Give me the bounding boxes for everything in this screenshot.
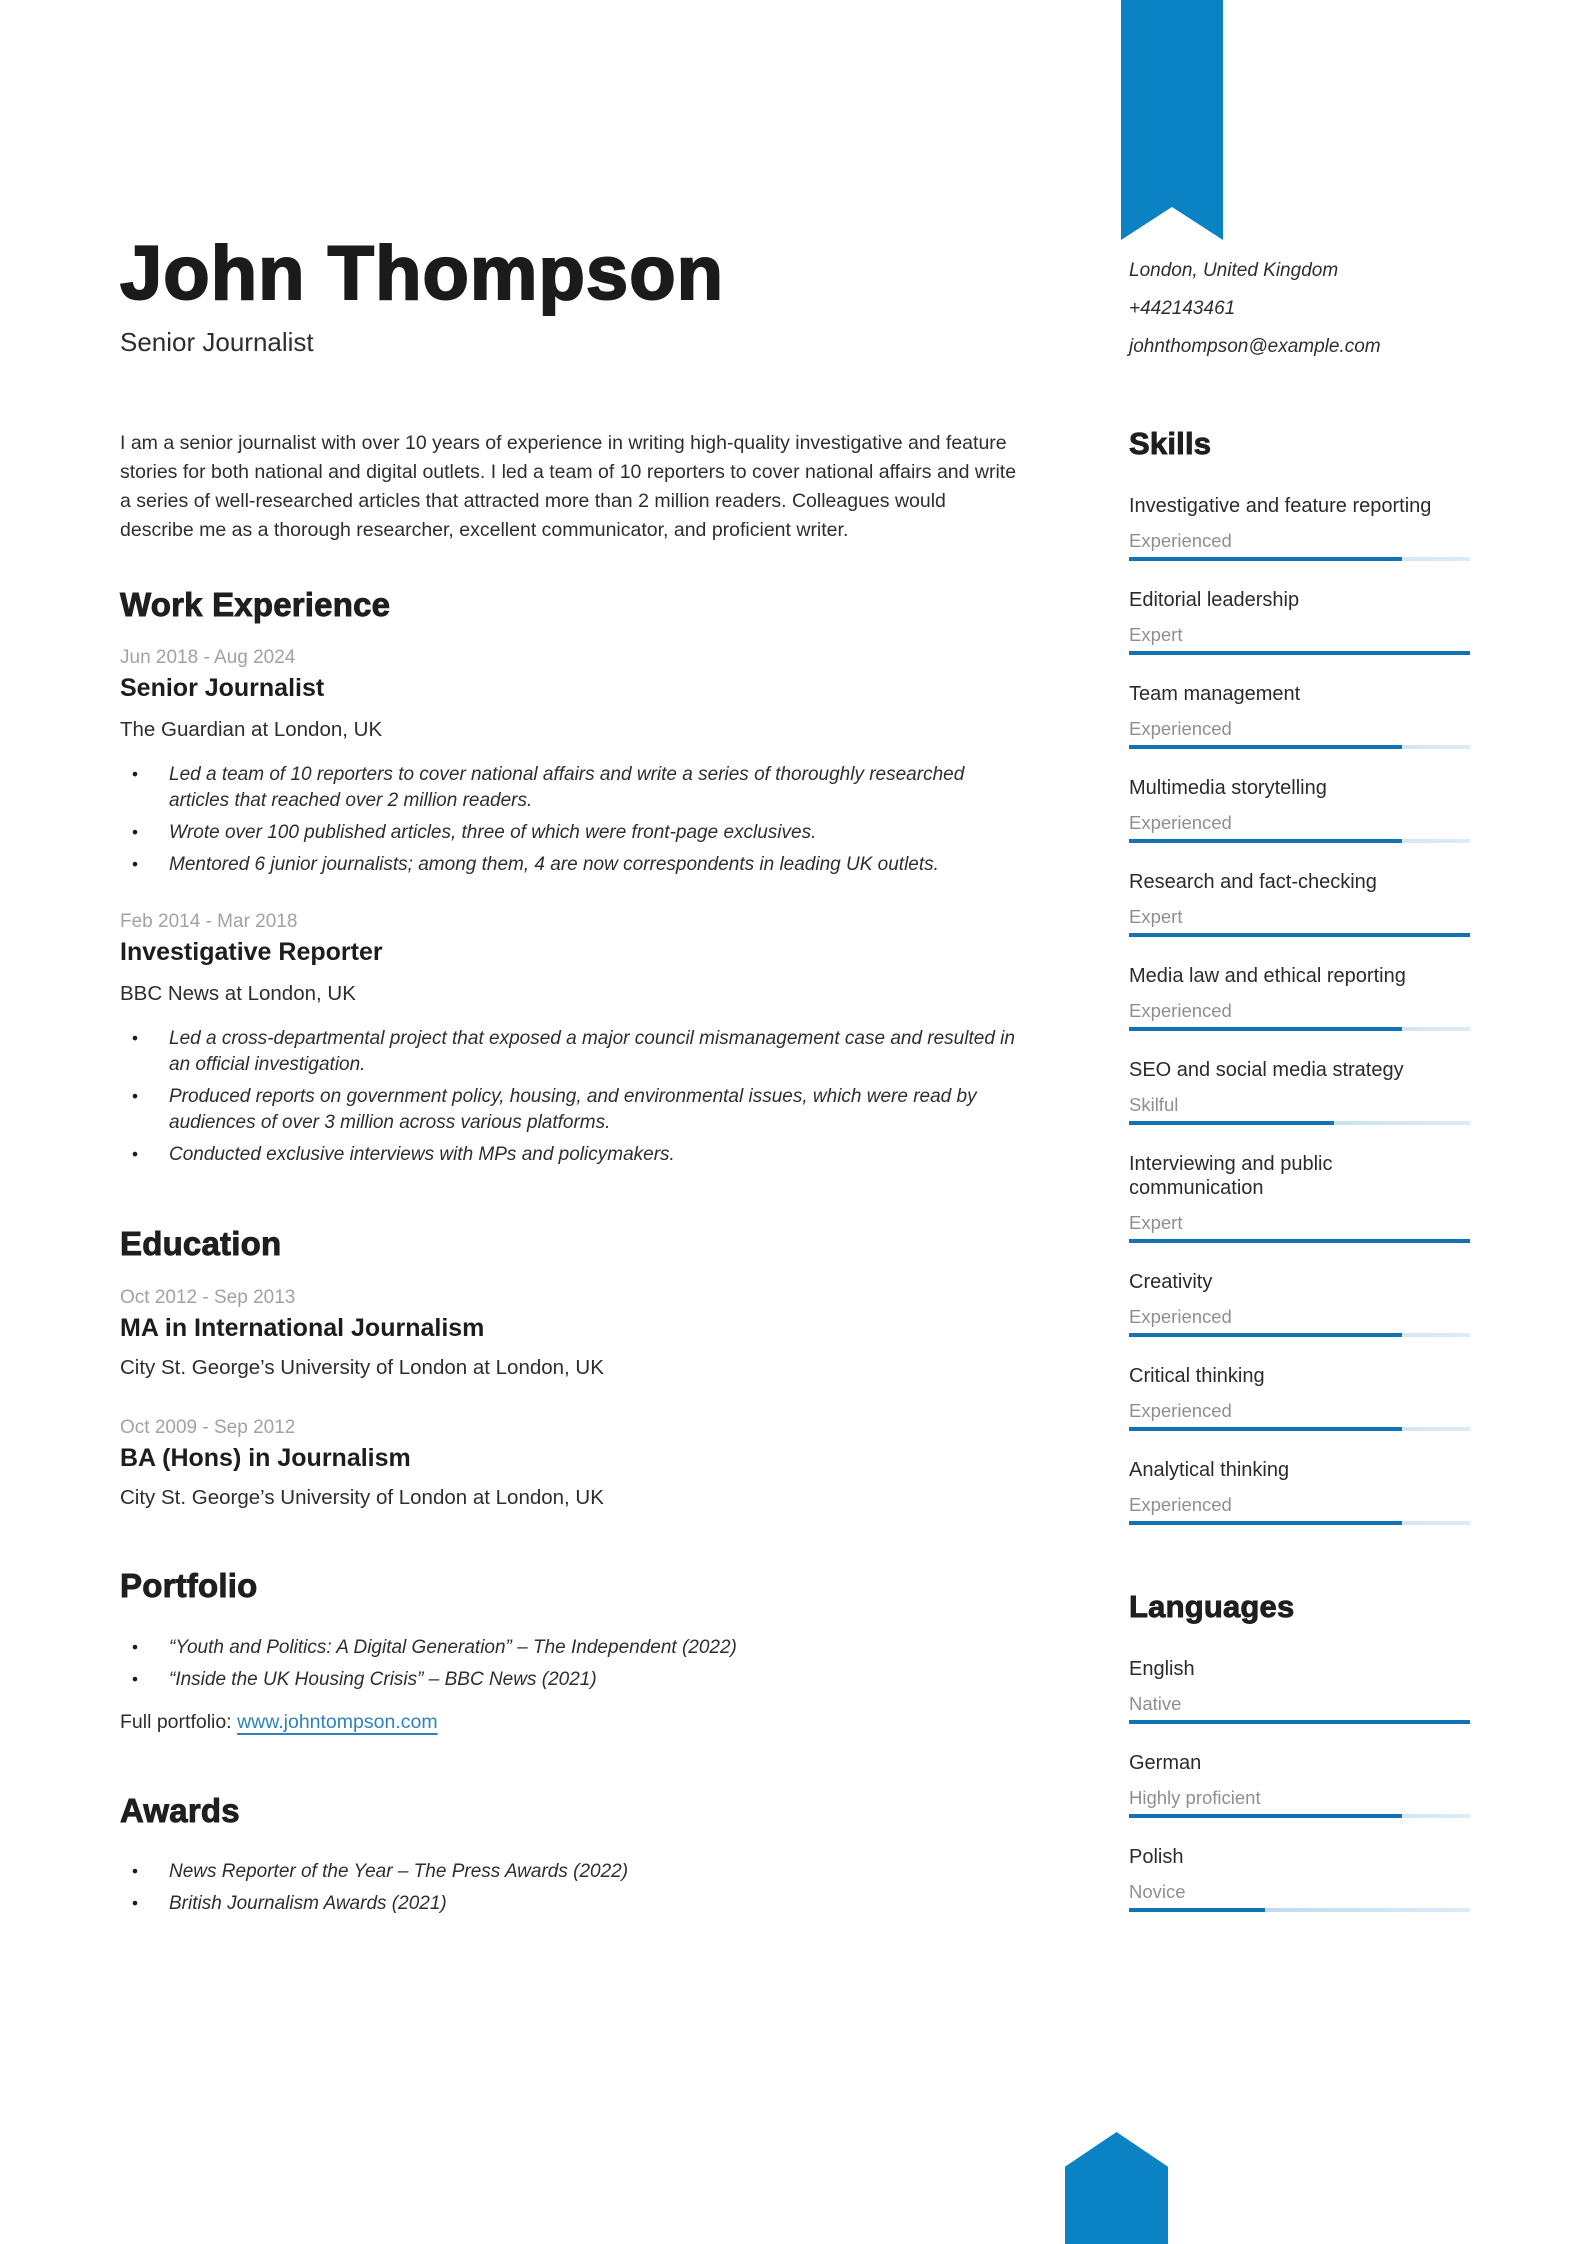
skill-item: [1129, 588, 1470, 655]
skill-progress-fill: [1129, 1427, 1402, 1431]
skill-level: Experienced: [1129, 1494, 1232, 1515]
skill-level: Experienced: [1129, 1306, 1232, 1327]
skill-progress-bar: [1129, 1121, 1470, 1125]
skill-level: Expert: [1129, 1212, 1183, 1233]
person-title: Senior Journalist: [120, 327, 314, 357]
skill-level: Experienced: [1129, 530, 1232, 551]
education-dates: Oct 2012 - Sep 2013: [120, 1286, 296, 1308]
portfolio-link[interactable]: www.johntompson.com: [237, 1711, 438, 1734]
bullet-item: • Led a team of 10 reporters to cover national affairs and write a series of thoroughly researched articles that reached over 2 million readers.: [120, 762, 1020, 814]
skill-progress-fill: [1129, 651, 1470, 655]
job-title: Investigative Reporter: [120, 938, 383, 967]
portfolio-list: [120, 1635, 1020, 1693]
skill-item: [1129, 964, 1470, 1031]
skill-name: Interviewing and public communication: [1129, 1153, 1333, 1199]
language-progress-fill: [1129, 1720, 1470, 1724]
job-dates: Jun 2018 - Aug 2024: [120, 647, 296, 669]
skill-name: Media law and ethical reporting: [1129, 965, 1406, 987]
language-level: Highly proficient: [1129, 1787, 1261, 1808]
bullet-item: • Led a cross-departmental project that exposed a major council mismanagement case and resulted in an official investigation.: [120, 1026, 1020, 1078]
language-progress-bar: [1129, 1814, 1470, 1818]
skill-item: [1129, 1458, 1470, 1525]
awards-section: [120, 1791, 1020, 1917]
language-progress-bar: [1129, 1720, 1470, 1724]
skill-progress-bar: [1129, 1427, 1470, 1431]
portfolio-item: • “Youth and Politics: A Digital Generation” – The Independent (2022): [120, 1635, 1020, 1661]
language-item: [1129, 1845, 1470, 1912]
skill-level: Experienced: [1129, 718, 1232, 739]
job-company: The Guardian at London, UK: [120, 718, 383, 742]
job-dates: Feb 2014 - Mar 2018: [120, 911, 298, 933]
skill-item: [1129, 870, 1470, 937]
skill-item: [1129, 1364, 1470, 1431]
portfolio-item: • “Inside the UK Housing Crisis” – BBC News (2021): [120, 1667, 1020, 1693]
skill-progress-bar: [1129, 839, 1470, 843]
language-item: [1129, 1751, 1470, 1818]
main-column: [120, 0, 1020, 1917]
skill-item: [1129, 682, 1470, 749]
skill-name: Creativity: [1129, 1271, 1213, 1293]
degree-title: BA (Hons) in Journalism: [120, 1443, 411, 1472]
contact-location: London, United Kingdom: [1129, 260, 1339, 281]
education-entry: [120, 1416, 1020, 1510]
language-level: Novice: [1129, 1881, 1186, 1902]
language-name: German: [1129, 1752, 1202, 1774]
language-progress-fill: [1129, 1814, 1402, 1818]
portfolio-section: [120, 1566, 1020, 1736]
school-name: City St. George’s University of London at London, UK: [120, 1485, 604, 1509]
languages-section: [1129, 1588, 1470, 1912]
award-item: • News Reporter of the Year – The Press Awards (2022): [120, 1859, 1020, 1885]
job-entry: [120, 646, 1020, 878]
skill-name: Investigative and feature reporting: [1129, 495, 1432, 517]
education-dates: Oct 2009 - Sep 2012: [120, 1416, 296, 1438]
skill-progress-bar: [1129, 1239, 1470, 1243]
skill-level: Experienced: [1129, 1000, 1232, 1021]
skill-progress-bar: [1129, 651, 1470, 655]
skill-progress-bar: [1129, 557, 1470, 561]
languages-heading: Languages: [1129, 1589, 1295, 1624]
bullet-item: • Mentored 6 junior journalists; among them, 4 are now correspondents in leading UK outlets.: [120, 852, 1020, 878]
portfolio-link-prefix: Full portfolio:: [120, 1711, 238, 1734]
skill-name: Critical thinking: [1129, 1365, 1265, 1387]
skill-name: SEO and social media strategy: [1129, 1059, 1404, 1081]
skill-item: [1129, 494, 1470, 561]
skill-progress-fill: [1129, 1027, 1402, 1031]
skill-progress-bar: [1129, 745, 1470, 749]
job-title: Senior Journalist: [120, 674, 325, 703]
skill-progress-fill: [1129, 1239, 1470, 1243]
language-level: Native: [1129, 1693, 1182, 1714]
job-bullets: [120, 1026, 1020, 1168]
skill-progress-bar: [1129, 1333, 1470, 1337]
skill-progress-fill: [1129, 1333, 1402, 1337]
skill-name: Multimedia storytelling: [1129, 777, 1327, 799]
job-bullets: [120, 762, 1020, 878]
skill-level: Expert: [1129, 906, 1183, 927]
skill-name: Editorial leadership: [1129, 589, 1300, 611]
education-section: [120, 1224, 1020, 1510]
job-entry: [120, 910, 1020, 1168]
language-item: [1129, 1657, 1470, 1724]
degree-title: MA in International Journalism: [120, 1313, 485, 1342]
language-name: Polish: [1129, 1846, 1184, 1868]
skills-section: [1129, 425, 1470, 1525]
skill-progress-fill: [1129, 1521, 1402, 1525]
work-experience-heading: Work Experience: [120, 585, 391, 623]
portfolio-link-line: [120, 1709, 1020, 1735]
school-name: City St. George’s University of London at London, UK: [120, 1355, 604, 1379]
skill-progress-fill: [1129, 557, 1402, 561]
job-company: BBC News at London, UK: [120, 982, 356, 1006]
education-entry: [120, 1286, 1020, 1380]
skill-item: [1129, 1270, 1470, 1337]
contact-phone: +442143461: [1129, 298, 1236, 319]
skill-level: Skilful: [1129, 1094, 1179, 1115]
skill-name: Analytical thinking: [1129, 1459, 1290, 1481]
skill-name: Team management: [1129, 683, 1301, 705]
education-heading: Education: [120, 1225, 282, 1263]
person-name: John Thompson: [120, 231, 725, 316]
skills-heading: Skills: [1129, 426, 1212, 461]
language-progress-fill: [1129, 1908, 1265, 1912]
skill-progress-fill: [1129, 1121, 1334, 1125]
language-progress-bar: [1129, 1908, 1470, 1912]
contact-info: [1129, 259, 1470, 359]
skill-progress-bar: [1129, 1027, 1470, 1031]
bullet-item: • Produced reports on government policy, housing, and environmental issues, which were read by audiences of over 3 million across various platforms.: [120, 1084, 1020, 1136]
skill-progress-bar: [1129, 933, 1470, 937]
awards-list: [120, 1859, 1020, 1917]
education-list: [120, 1286, 1020, 1510]
skill-level: Experienced: [1129, 812, 1232, 833]
language-name: English: [1129, 1658, 1195, 1680]
skill-item: [1129, 776, 1470, 843]
skill-item: [1129, 1058, 1470, 1125]
languages-list: [1129, 1657, 1470, 1912]
award-item: • British Journalism Awards (2021): [120, 1891, 1020, 1917]
skill-progress-fill: [1129, 933, 1470, 937]
skill-item: [1129, 1152, 1470, 1243]
skill-progress-fill: [1129, 745, 1402, 749]
skills-list: [1129, 494, 1470, 1525]
summary-text: I am a senior journalist with over 10 years of experience in writing high-quality investigative and feature stories for both national and digital outlets. I led a team of 10 reporters to cover national affairs and write a series of well-researched articles that attracted more than 2 million readers. Colleagues would describe me as a thorough researcher, excellent communicator, and proficient writer.: [120, 431, 1017, 541]
bottom-arrow-shape: [1065, 2132, 1168, 2244]
work-experience-section: [120, 585, 1020, 1169]
skill-name: Research and fact-checking: [1129, 871, 1377, 893]
awards-heading: Awards: [120, 1792, 240, 1830]
skill-level: Expert: [1129, 624, 1183, 645]
sidebar: [1129, 0, 1470, 1939]
work-experience-list: [120, 646, 1020, 1168]
skill-progress-fill: [1129, 839, 1402, 843]
contact-email: johnthompson@example.com: [1129, 336, 1381, 357]
skill-level: Experienced: [1129, 1400, 1232, 1421]
bullet-item: • Conducted exclusive interviews with MPs and policymakers.: [120, 1142, 1020, 1168]
portfolio-heading: Portfolio: [120, 1566, 258, 1604]
skill-progress-bar: [1129, 1521, 1470, 1525]
bullet-item: • Wrote over 100 published articles, three of which were front-page exclusives.: [120, 820, 1020, 846]
